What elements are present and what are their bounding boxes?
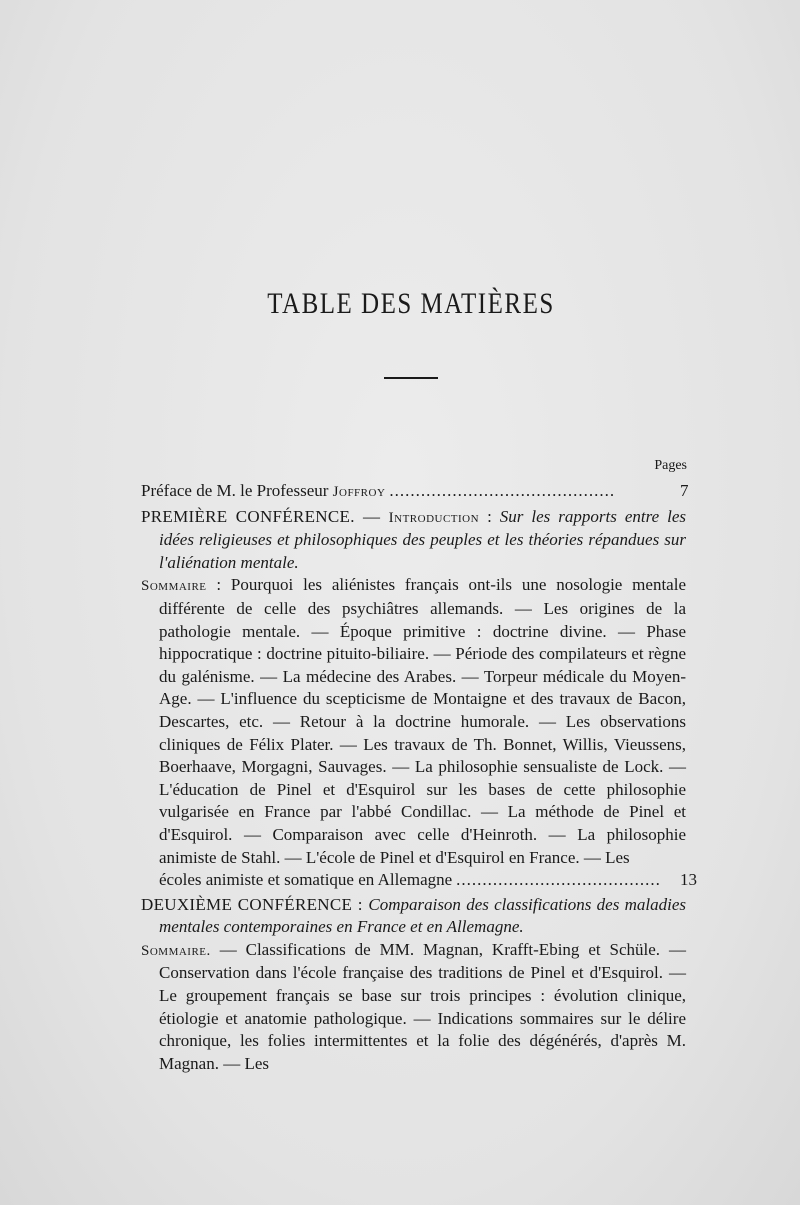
toc-summary-1	[141, 574, 697, 891]
conference-1-label: Introduction	[388, 509, 480, 526]
summary-1-label: Sommaire	[141, 578, 207, 595]
summary-1-last-text: écoles animiste et somatique en Allemagne	[159, 870, 453, 890]
toc-entry-conference-2[interactable]	[141, 894, 686, 939]
preface-author: Joffroy	[332, 484, 386, 500]
conference-2-heading: DEUXIÈME CONFÉRENCE :	[141, 894, 369, 914]
table-of-contents	[141, 480, 697, 1075]
preface-leader: ...........................................	[389, 481, 616, 500]
conference-1-sep: :	[479, 506, 500, 526]
preface-label	[141, 480, 385, 504]
toc-entry-preface[interactable]	[141, 480, 689, 504]
summary-2-label: Sommaire.	[141, 942, 211, 959]
preface-page-number: 7	[680, 481, 689, 500]
summary-1-text: : Pourquoi les aliénistes français ont-ils une nosologie mentale différente de celle des psychiâtres allemands. — Les origines de la pathologie mentale. — Époque primitive : doctrine divine. — Phase hippocratique : doctrine pituito-biliaire. — Période des compilateurs et règne du galénisme. — La médecine des Arabes. — Torpeur médicale du Moyen-Age. — L'influence du scepticisme de Montaigne et des travaux de Bacon, Descartes, etc. — Retour à la doctrine humorale. — Les observations cliniques de Félix Plater. — Les travaux de Th. Bonnet, Willis, Vieussens, Boerhaave, Morgagni, Sauvages. — La philosophie sensualiste de Lock. — L'éducation de Pinel et d'Esquirol sur les bases de cette philosophie vulgarisée en France par l'abbé Condillac. — La méthode de Pinel et d'Esquirol. — Comparaison avec celle d'Heinroth. — La philosophie animiste de Stahl. — L'école de Pinel et d'Esquirol en France. — Les	[159, 575, 686, 867]
summary-1-page-number: 13	[680, 870, 697, 890]
preface-prefix: Préface de M. le Professeur	[141, 481, 333, 500]
title-rule	[384, 377, 438, 379]
conference-1-heading: PREMIÈRE CONFÉRENCE. —	[141, 506, 389, 526]
pages-column-label: Pages	[654, 458, 687, 473]
toc-summary-2	[141, 939, 686, 1076]
summary-2-text: — Classifications de MM. Magnan, Krafft-Ebing et Schüle. — Conservation dans l'école française des traditions de Pinel et d'Esquirol. — Le groupement français se base sur trois principes : évolution clinique, étiologie et anatomie pathologique. — Indications sommaires sur le délire chronique, les folies intermittentes et la folie des dégénérés, d'après M. Magnan. — Les	[159, 939, 686, 1073]
summary-1-leader: .......................................	[456, 870, 661, 890]
summary-1-last-line	[159, 869, 697, 892]
conference-2-subject: Comparaison des classifications des maladies mentales contemporaines en France et en Allemagne.	[159, 894, 686, 937]
page-title: TABLE DES MATIÈRES	[267, 288, 555, 320]
preface-line	[141, 480, 689, 504]
conference-1-subject: Sur les rapports entre les idées religieuses et philosophiques des peuples et les théories répandues sur l'aliénation mentale.	[159, 506, 686, 572]
toc-entry-conference-1[interactable]	[141, 506, 686, 575]
